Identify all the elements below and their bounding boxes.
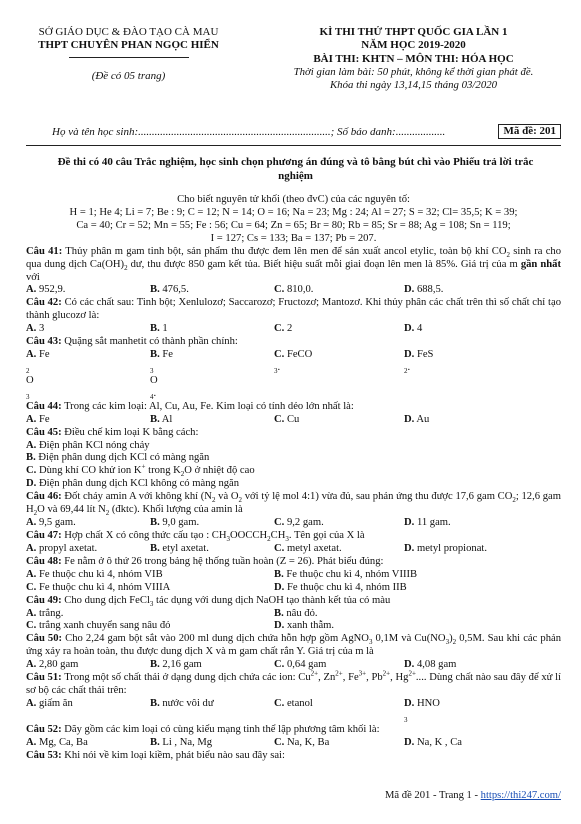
answer-c[interactable]: C. 2 <box>274 323 293 335</box>
answer-row <box>26 284 561 297</box>
answer-d[interactable]: D. 4,08 gam <box>404 659 457 671</box>
answer-a[interactable]: A. 952,9. <box>26 284 66 296</box>
exam-subject: BÀI THI: KHTN – MÔN THI: HÓA HỌC <box>313 52 514 65</box>
answer-row <box>26 323 561 336</box>
page-count-note: (Đề có 05 trang) <box>91 69 166 82</box>
emphasis: gần nhất <box>520 258 561 270</box>
question-label: Câu 43: <box>26 336 62 348</box>
atomic-masses <box>26 194 561 246</box>
answer-b[interactable]: B. 9,0 gam. <box>150 517 200 529</box>
answer-row <box>26 543 561 556</box>
question-label: Câu 52: <box>26 723 62 735</box>
question-49: Câu 49: Cho dung dịch FeCl$_3$ tác dụng với dung dịch NaOH tạo thành kết tủa có màu <box>26 594 391 608</box>
header-left <box>26 26 231 83</box>
answer-a[interactable]: A. Fe $_2$ O $_3$ <box>26 349 50 401</box>
question-label: Câu 53: <box>26 749 62 761</box>
answer-d[interactable]: D. Điện phân dung dịch KCl không có màng ngăn <box>26 478 240 490</box>
answer-d[interactable]: D. 11 gam. <box>404 517 451 529</box>
answer-b[interactable]: B. etyl axetat. <box>150 542 209 554</box>
student-name-field: Họ và tên học sinh:......................................................................; Số báo danh:.................. <box>52 126 446 138</box>
answer-a[interactable]: A. trắng. <box>26 607 64 619</box>
answer-a[interactable]: A. giấm ăn <box>26 697 73 709</box>
answer-c[interactable]: C. Dùng khí CO khử ion K+ trong $K_2O$ ở nhiệt độ cao <box>26 462 255 479</box>
question-label: Câu 45: <box>26 426 62 438</box>
answer-b[interactable]: B. Li , Na, Mg <box>150 736 213 748</box>
answer-a[interactable]: A. 2,80 gam <box>26 659 79 671</box>
header-rule <box>69 57 189 58</box>
answer-d[interactable]: D. xanh thẫm. <box>274 620 335 632</box>
answer-d[interactable]: D. 688,5. <box>404 284 444 296</box>
answer-a[interactable]: A. Điện phân KCl nóng chảy <box>26 439 150 451</box>
answer-c[interactable]: C. Na, K, Ba <box>274 736 330 748</box>
question-51: Câu 51: Trong một số chất thải ở dạng dung dịch chứa các ion: $Cu^{2+}$, $Zn^{2+}$, $Fe^{3+}$, $Pb^{2+}$, $Hg^{2+}$.... Dùng chất nào sau đây để xử lí sơ bộ các chất thải trên: <box>26 669 561 697</box>
answer-c[interactable]: C. metyl axetat. <box>274 542 342 554</box>
answer-row <box>26 349 561 401</box>
atomic-masses-intro: Cho biết nguyên tử khối (theo đvC) của các nguyên tố: <box>177 194 410 205</box>
answer-d[interactable]: D. HNO $_3$ <box>404 697 440 724</box>
atomic-masses-line: I = 127; Cs = 133; Ba = 137; Pb = 207. <box>210 232 377 244</box>
answer-b[interactable]: B. 476,5. <box>150 284 189 296</box>
exam-title: KÌ THI THỬ THPT QUỐC GIA LẦN 1 <box>319 26 508 38</box>
answer-d[interactable]: D. FeS $_2$. <box>404 349 434 376</box>
answer-row <box>26 659 561 672</box>
answer-c[interactable]: C. Cu <box>274 413 300 425</box>
answer-d[interactable]: D. Au <box>404 413 430 425</box>
footer-link[interactable]: https://thi247.com/ <box>480 790 561 801</box>
atomic-masses-line: Ca = 40; Cr = 52; Mn = 55; Fe : 56; Cu = 64; Zn = 65; Br = 80; Rb = 85; Sr = 88; Ag = 108; Sn = 119; <box>76 219 511 231</box>
question-label: Câu 51: <box>26 672 62 684</box>
school-year: NĂM HỌC 2019-2020 <box>361 39 466 52</box>
answer-a[interactable]: A. Fe <box>26 413 50 425</box>
question-label: Câu 41: <box>26 245 63 257</box>
question-53: Câu 53: Khi nói về kim loại kiềm, phát biểu nào sau đây sai: <box>26 749 285 761</box>
answer-b[interactable]: B. Điện phân dung dịch KCl có màng ngăn <box>26 452 210 464</box>
answer-d[interactable]: D. Na, K , Ca <box>404 736 462 748</box>
time-note: Thời gian làm bài: 50 phút, không kể thời gian phát đề. <box>293 66 534 79</box>
answer-d[interactable]: D. 4 <box>404 323 423 335</box>
answer-b[interactable]: B. 2,16 gam <box>150 659 202 671</box>
question-45: Câu 45: Điều chế kim loại K bằng cách: <box>26 426 199 438</box>
question-47: Câu 47: Hợp chất X có công thức cấu tạo : $CH_3OOCCH_2CH_3$. Tên gọi của X là <box>26 529 365 544</box>
answer-b[interactable]: B. nâu đỏ. <box>274 607 318 619</box>
question-44: Câu 44: Trong các kim loại: Al, Cu, Au, Fe. Kim loại có tính dẻo lớn nhất là: <box>26 400 354 412</box>
question-41: Câu 41: Thủy phân m gam tinh bột, sản phẩm thu được đem lên men để sản xuất ancol etylic, toàn bộ khí $CO_2$ sinh ra cho qua dung dịch $Ca(OH)_2$ dư, thu được 850 gam kết tủa. Biết hiệu suất mỗi giai đoạn lên men là 85%. Giá trị của m gần nhất với <box>26 245 561 283</box>
answer-row <box>26 608 561 621</box>
answer-row <box>26 620 561 633</box>
question-50: Câu 50: Cho 2,24 gam bột sắt vào 200 ml dung dịch chứa hỗn hợp gồm AgNO$_3$ 0,1M và $Cu(NO_3)_2$ 0,5M. Sau khi các phản ứng xảy ra hoàn toàn, thu được dung dịch X và m gam chất rắn Y. Giá trị của m là <box>26 633 562 658</box>
question-label: Câu 42: <box>26 297 62 309</box>
answer-a[interactable]: A. 9,5 gam. <box>26 517 76 529</box>
exam-code-box: Mã đề: 201 <box>498 124 561 139</box>
answer-b[interactable]: B. Fe thuộc chu kì 4, nhóm VIIIB <box>274 568 418 580</box>
instruction: Đề thi có 40 câu Trắc nghiệm, học sinh chọn phương án đúng và tô bằng bút chì vào Phiếu trả lời trắc nghiệm <box>57 156 534 182</box>
question-label: Câu 46: <box>26 491 62 503</box>
answer-a[interactable]: A. propyl axetat. <box>26 542 98 554</box>
date-note: Khóa thi ngày 13,14,15 tháng 03/2020 <box>329 79 498 92</box>
question-label: Câu 44: <box>26 400 62 412</box>
question-52: Câu 52: Dãy gồm các kim loại có cùng kiểu mạng tinh thể lập phương tâm khối là: <box>26 723 380 735</box>
answer-d[interactable]: D. Fe thuộc chu kì 4, nhóm IIB <box>274 581 407 593</box>
student-info <box>52 126 561 142</box>
answer-c[interactable]: C. Fe thuộc chu kì 4, nhóm VIIIA <box>26 581 171 593</box>
question-label: Câu 49: <box>26 594 62 606</box>
department-name: SỞ GIÁO DỤC & ĐÀO TẠO CÀ MAU <box>38 26 219 38</box>
atomic-masses-line: H = 1; He 4; Li = 7; Be : 9; C = 12; N = 14; O = 16; Na = 23; Mg : 24; Al = 27; S = 32; Cl= 35,5; K = 39; <box>69 206 518 218</box>
footer-text: Mã đề 201 - Trang 1 - <box>385 790 481 801</box>
answer-c[interactable]: C. FeCO $_3$. <box>274 349 313 376</box>
answer-row <box>26 698 561 724</box>
answer-c[interactable]: C. 0,64 gam <box>274 659 327 671</box>
answer-a[interactable]: A. 3 <box>26 323 45 335</box>
answer-b[interactable]: B. 1 <box>150 323 168 335</box>
question-48: Câu 48: Fe nằm ở ô thứ 26 trong bảng hệ thống tuần hoàn (Z = 26). Phát biểu đúng: <box>26 555 384 567</box>
answer-a[interactable]: A. Fe thuộc chu kì 4, nhóm VIB <box>26 568 163 580</box>
answer-b[interactable]: B. nước vôi dư <box>150 697 214 709</box>
answer-row <box>26 517 561 530</box>
question-label: Câu 47: <box>26 529 62 541</box>
question-label: Câu 48: <box>26 555 62 567</box>
exam-header <box>26 26 561 106</box>
answer-row <box>26 414 561 427</box>
school-name: THPT CHUYÊN PHAN NGỌC HIỂN <box>38 39 219 52</box>
answer-b[interactable]: B. Al <box>150 413 173 425</box>
answer-row <box>26 737 561 750</box>
header-divider <box>26 145 561 146</box>
answer-a[interactable]: A. Mg, Ca, Ba <box>26 736 88 748</box>
question-43: Câu 43: Quặng sắt manhetit có thành phần chính: <box>26 336 238 348</box>
answer-b[interactable]: B. Fe $_3$ O $_4$. <box>150 349 173 401</box>
answer-c[interactable]: C. etanol <box>274 697 313 709</box>
question-label: Câu 50: <box>26 633 63 645</box>
answer-c[interactable]: C. 9,2 gam. <box>274 517 324 529</box>
answer-d[interactable]: D. metyl propionat. <box>404 542 487 554</box>
answer-c[interactable]: C. trắng xanh chuyển sang nâu đỏ <box>26 620 171 632</box>
question-list <box>26 194 561 763</box>
answer-c[interactable]: C. 810,0. <box>274 284 314 296</box>
question-42: Câu 42: Có các chất sau: Tinh bột; Xenlulozơ; Saccarozơ; Fructozơ; Mantozơ. Khi thủy phân các chất trên thì số chất chỉ tạo thành glucozơ là: <box>26 297 561 322</box>
answer-row <box>26 569 561 582</box>
header-right <box>266 26 561 93</box>
answer-row <box>26 582 561 595</box>
page-footer <box>0 790 561 803</box>
question-46: Câu 46: Đốt cháy amin A với không khí ($N_2$ và $O_2$ với tỷ lệ mol 4:1) vừa đủ, sau phản ứng thu được 17,6 gam $CO_2$; 12,6 gam $H_2O$ và 69,44 lít $N_2$ (đktc). Khối lượng của amin là <box>26 491 562 518</box>
